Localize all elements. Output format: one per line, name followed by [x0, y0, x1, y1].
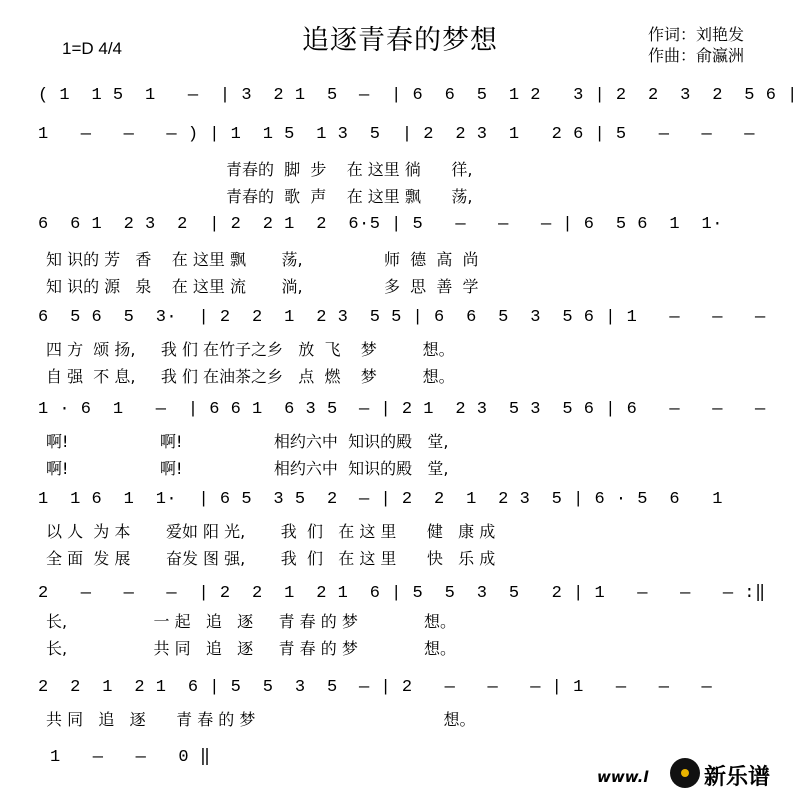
- key-signature: 1=D 4/4: [62, 39, 123, 58]
- row2-lyrics: [226, 156, 472, 210]
- watermark-site: www.l: [597, 768, 649, 786]
- score-row-1: [38, 86, 798, 105]
- row7-lyric-2: 长, 共 同 追 逐 青 春 的 梦 想。: [46, 639, 456, 658]
- score-row-9: [50, 746, 211, 767]
- row3-lyric-2: 知 识的 源 泉 在 这里 流 淌, 多 思 善 学: [46, 277, 479, 296]
- row2-notes: 1 — — — ) | 1 1 5 1 3 5 | 2 2 3 1 2 6 | 5 — — —: [38, 125, 756, 144]
- row7-lyric-1: 长, 一 起 追 逐 青 春 的 梦 想。: [46, 612, 456, 631]
- row4-lyric-2: 自 强 不 息, 我 们 在油茶之乡 点 燃 梦 想。: [46, 367, 455, 386]
- credits: [648, 24, 744, 66]
- composer-credit: 作曲：俞瀛洲: [648, 46, 745, 65]
- song-title: 追逐青春的梦想: [302, 25, 498, 56]
- row8-notes: 2 2 1 2 1 6 | 5 5 3 5 — | 2 — — — | 1 — — —: [38, 678, 713, 697]
- row3-lyrics: [46, 246, 479, 300]
- score-row-2: [38, 125, 755, 144]
- watermark-brand: 新乐谱: [704, 765, 771, 790]
- row1-notes: ( 1 1 5 1 — | 3 2 1 5 — | 6 6 5 1 2 3 | 2 2 3 2 5 6 |: [38, 86, 798, 105]
- row3-notes: 6 6 1 2 3 2 | 2 2 1 2 6·5 | 5 — — — | 6 5 6 1 1·: [38, 215, 723, 234]
- row4-lyrics: [46, 336, 455, 390]
- row7-notes: 2 — — — | 2 2 1 2 1 6 | 5 5 3 5 2 | 1 — — — :‖: [38, 584, 766, 603]
- row5-notes: 1 · 6 1 — | 6 6 1 6 3 5 — | 2 1 2 3 5 3 5 6 | 6 — — —: [38, 400, 766, 419]
- score-row-8: [38, 678, 712, 697]
- row4-lyric-1: 四 方 颂 扬, 我 们 在竹子之乡 放 飞 梦 想。: [46, 340, 455, 359]
- row5-lyric-1: 啊! 啊! 相约六中 知识的殿 堂,: [46, 432, 449, 451]
- score-row-4: [38, 308, 766, 327]
- row5-lyric-2: 啊! 啊! 相约六中 知识的殿 堂,: [46, 459, 449, 478]
- lyricist-credit: 作词：刘艳发: [648, 25, 745, 44]
- row2-lyric-1: 青春的 脚 步 在 这里 徜 徉,: [226, 160, 473, 179]
- row4-notes: 6 5 6 5 3· | 2 2 1 2 3 5 5 | 6 6 5 3 5 6 | 1 — — —: [38, 308, 766, 327]
- row5-lyrics: [46, 428, 448, 482]
- row2-lyric-2: 青春的 歌 声 在 这里 飘 荡,: [226, 187, 473, 206]
- logo-disc-icon: [670, 758, 700, 788]
- score-row-6: [38, 490, 723, 509]
- score-row-5: [38, 400, 766, 419]
- score-row-7: [38, 582, 766, 603]
- row6-lyrics: [46, 518, 495, 572]
- score-row-3: [38, 215, 723, 234]
- row9-notes: 1 — — 0 ‖: [50, 748, 211, 767]
- row6-lyric-1: 以 人 为 本 爱如 阳 光, 我 们 在 这 里 健 康 成: [46, 522, 496, 541]
- row6-lyric-2: 全 面 发 展 奋发 图 强, 我 们 在 这 里 快 乐 成: [46, 549, 496, 568]
- row8-lyrics: [46, 706, 476, 733]
- row6-notes: 1 1 6 1 1· | 6 5 3 5 2 — | 2 2 1 2 3 5 | 6 · 5 6 1: [38, 490, 723, 509]
- row7-lyrics: [46, 608, 456, 662]
- row8-lyric-1: 共 同 追 逐 青 春 的 梦 想。: [46, 710, 476, 729]
- row3-lyric-1: 知 识的 芳 香 在 这里 飘 荡, 师 德 高 尚: [46, 250, 479, 269]
